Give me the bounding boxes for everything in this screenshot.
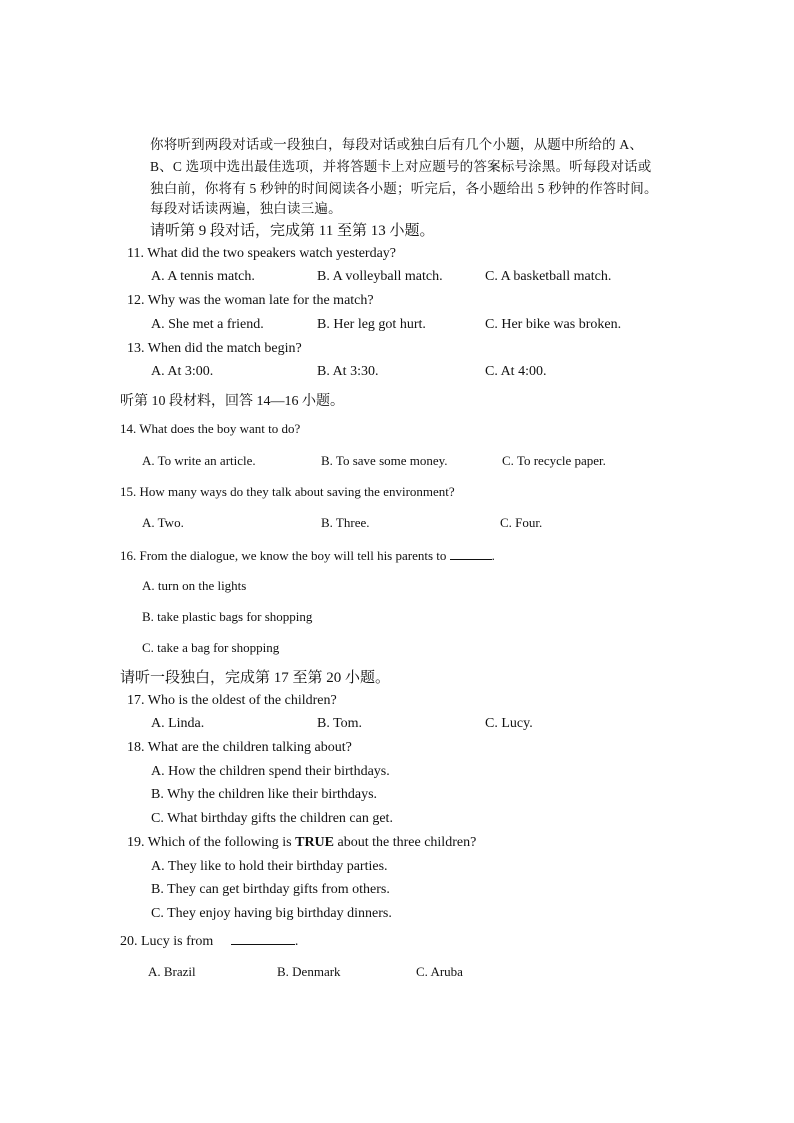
- question-stem: 13. When did the match begin?: [127, 341, 302, 356]
- option-a: A. To write an article.: [142, 453, 256, 468]
- option-b: B. At 3:30.: [317, 364, 379, 379]
- option-b: B. They can get birthday gifts from others.: [151, 882, 390, 897]
- emphasis-true: TRUE: [295, 835, 335, 850]
- instructions-line: 每段对话读两遍，独白读三遍。: [150, 201, 342, 216]
- option-b: B. Her leg got hurt.: [317, 317, 426, 332]
- option-c: C. To recycle paper.: [502, 453, 606, 468]
- option-a: A. A tennis match.: [151, 269, 255, 284]
- instructions-line: 独白前，你将有 5 秒钟的时间阅读各小题；听完后，各小题给出 5 秒钟的作答时间。: [150, 181, 658, 196]
- question-stem: 12. Why was the woman late for the match?: [127, 293, 374, 308]
- option-a: A. Two.: [142, 515, 184, 530]
- section-heading: 请听第 9 段对话，完成第 11 至第 13 小题。: [150, 223, 435, 239]
- option-c: C. What birthday gifts the children can get.: [151, 811, 393, 826]
- question-stem: 17. Who is the oldest of the children?: [127, 693, 337, 708]
- option-c: C. Lucy.: [485, 716, 533, 731]
- option-a: A. How the children spend their birthdays.: [151, 764, 390, 779]
- option-b: B. Why the children like their birthdays.: [151, 787, 378, 802]
- option-b: B. A volleyball match.: [317, 269, 443, 284]
- option-c: C. Four.: [500, 515, 543, 530]
- question-stem-text: 19. Which of the following is: [127, 835, 296, 850]
- answer-blank: [231, 931, 295, 945]
- question-stem: 16. From the dialogue, we know the boy will tell his parents to .: [120, 548, 495, 563]
- question-stem: 15. How many ways do they talk about saving the environment?: [120, 484, 455, 499]
- option-b: B. Tom.: [317, 716, 363, 731]
- option-b: B. Denmark: [277, 964, 341, 979]
- option-c: C. Aruba: [416, 964, 463, 979]
- question-stem-text: about the three children?: [334, 835, 477, 850]
- option-a: A. She met a friend.: [151, 317, 264, 332]
- instructions-line: B、C 选项中选出最佳选项，并将答题卡上对应题号的答案标号涂黑。听每段对话或: [150, 159, 652, 174]
- option-a: A. Linda.: [151, 716, 205, 731]
- question-stem: 20. Lucy is from .: [120, 931, 298, 950]
- option-a: A. turn on the lights: [142, 578, 247, 593]
- question-stem: 11. What did the two speakers watch yesterday?: [127, 246, 397, 261]
- option-a: A. At 3:00.: [151, 364, 214, 379]
- option-b: B. Three.: [321, 515, 370, 530]
- question-stem: [127, 835, 476, 851]
- option-c: C. take a bag for shopping: [142, 640, 280, 655]
- option-c: C. A basketball match.: [485, 269, 612, 284]
- option-b: B. take plastic bags for shopping: [142, 609, 313, 624]
- option-c: C. Her bike was broken.: [485, 317, 622, 332]
- section-heading: 请听一段独白，完成第 17 至第 20 小题。: [120, 670, 391, 686]
- question-stem: 18. What are the children talking about?: [127, 740, 352, 755]
- answer-blank: [450, 546, 492, 560]
- option-a: A. They like to hold their birthday parties.: [151, 859, 388, 874]
- option-c: C. At 4:00.: [485, 364, 547, 379]
- option-c: C. They enjoy having big birthday dinners.: [151, 906, 392, 921]
- question-stem-text: 20. Lucy is from: [120, 934, 214, 949]
- instructions-line: 你将听到两段对话或一段独白，每段对话或独白后有几个小题，从题中所给的 A、: [150, 137, 644, 152]
- question-stem-text: 16. From the dialogue, we know the boy will tell his parents to: [120, 548, 447, 563]
- section-heading: 听第 10 段材料，回答 14—16 小题。: [120, 394, 344, 409]
- option-b: B. To save some money.: [321, 453, 448, 468]
- option-a: A. Brazil: [148, 964, 196, 979]
- question-stem: 14. What does the boy want to do?: [120, 421, 301, 436]
